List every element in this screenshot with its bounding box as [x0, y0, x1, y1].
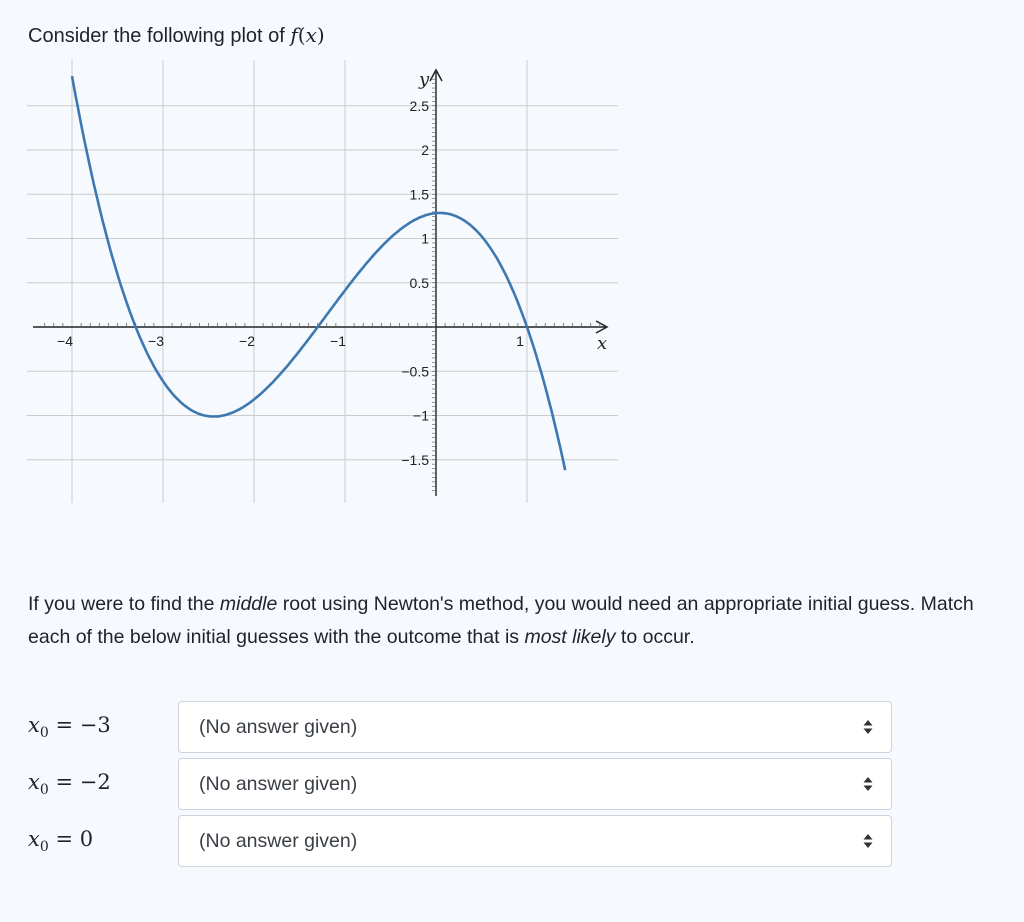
x-tick-label: 1 [516, 333, 524, 349]
x-tick-label: −2 [239, 333, 255, 349]
y-tick-label: −0.5 [401, 363, 429, 380]
y-tick-label: −1 [413, 407, 429, 424]
selected-value: (No answer given) [199, 830, 358, 852]
function-notation: f(x) [290, 23, 325, 47]
select-arrows-icon [863, 718, 873, 736]
question-emphasis-most-likely: most likely [524, 626, 616, 648]
outcome-select[interactable] [178, 815, 892, 867]
y-tick-label: 1 [421, 230, 429, 247]
y-axis-label: y [419, 69, 430, 90]
select-arrows-icon [863, 775, 873, 793]
guess-label: $x_0 = -2$ [28, 770, 111, 798]
x-tick-label: −3 [148, 333, 164, 349]
guess-row [28, 758, 894, 812]
y-tick-label: 1.5 [409, 186, 429, 203]
y-tick-label: 0.5 [409, 274, 429, 291]
question-part-3: to occur. [620, 626, 695, 648]
guess-row [28, 701, 894, 755]
y-tick-label: 2.5 [409, 97, 429, 114]
intro-text [28, 20, 325, 51]
function-name: f [290, 23, 298, 47]
guess-label: $x_0 = 0$ [28, 827, 94, 855]
question-part-2: root using Newton's method, you would need an appropriate initial guess. Match each of the below initial guesses with the outcome that is [28, 593, 974, 648]
guess-row [28, 815, 894, 869]
outcome-select[interactable] [178, 758, 892, 810]
outcome-select[interactable] [178, 701, 892, 753]
grid-lines [27, 60, 618, 503]
question-text [28, 588, 988, 654]
y-tick-label: −1.5 [401, 451, 429, 468]
y-tick-label: 2 [421, 142, 429, 158]
tick-marks [45, 79, 600, 491]
function-var: x [305, 23, 317, 47]
x-axis-label: x [597, 333, 608, 354]
guess-label: $x_0 = -3$ [28, 713, 111, 741]
selected-value: (No answer given) [199, 716, 358, 738]
intro-label: Consider the following plot of [28, 25, 285, 47]
x-tick-label: −4 [57, 333, 73, 349]
selected-value: (No answer given) [199, 773, 358, 795]
select-arrows-icon [863, 832, 873, 850]
function-plot [0, 55, 640, 525]
x-tick-label: −1 [330, 333, 346, 349]
function-curve [72, 76, 565, 470]
question-part-1: If you were to find the [28, 593, 215, 615]
question-emphasis-middle: middle [219, 593, 278, 615]
